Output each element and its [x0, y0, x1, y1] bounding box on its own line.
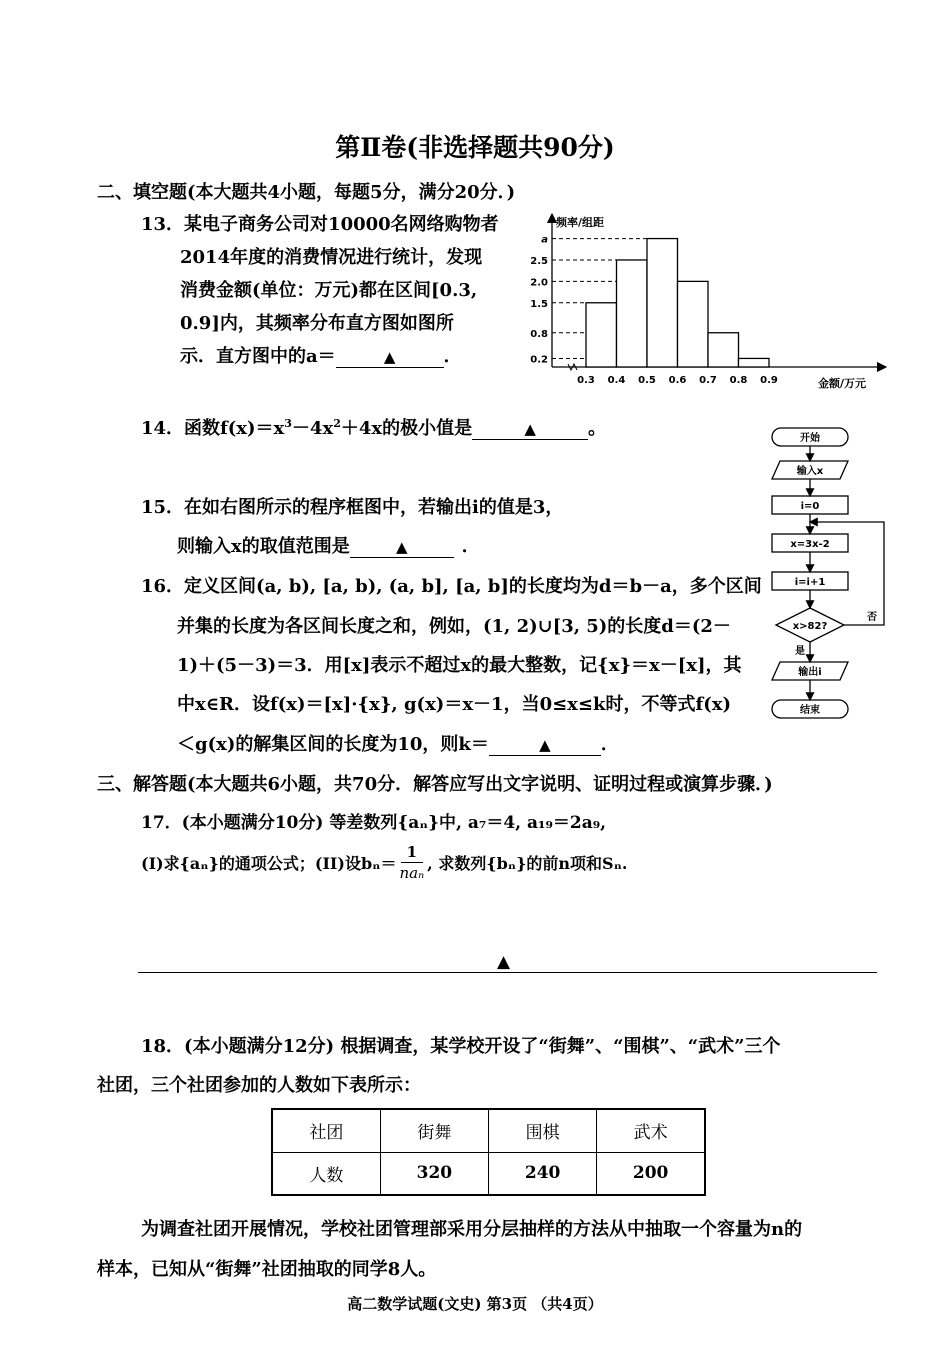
y-tick-label: 0.8 [530, 328, 548, 340]
q18-line-3: 为调查社团开展情况，学校社团管理部采用分层抽样的方法从中抽取一个容量为n的 [141, 1219, 803, 1240]
q16-line-1: 16．定义区间(a, b), [a, b), (a, b], [a, b]的长度均为d＝b－a，多个区间 [141, 576, 762, 597]
flow-incr-label: i=i+1 [794, 577, 826, 588]
x-tick-label: 0.8 [729, 375, 748, 386]
q13-line-3: 消费金额(单位：万元)都在区间[0.3, [180, 280, 478, 301]
q16-text: ＜g(x)的解集区间的长度为10，则k＝ [177, 734, 489, 755]
y-tick-label: a [541, 234, 548, 246]
q15-text: 则输入x的取值范围是 [177, 536, 350, 557]
flow-assign-label: x=3x-2 [790, 539, 830, 550]
y-tick-label: 0.2 [530, 354, 548, 366]
histogram-bar [739, 358, 770, 367]
y-tick-label: 2.5 [530, 255, 548, 267]
q14-end: 。 [588, 418, 607, 439]
histogram-bar [647, 239, 678, 367]
flow-output-label: 输出i [798, 667, 822, 678]
histogram-bar [586, 303, 617, 367]
q13-text: 示．直方图中的a＝ [180, 346, 336, 367]
x-tick-label: 0.3 [577, 375, 595, 386]
answer-mark-icon: ▲ [524, 420, 536, 438]
table-header-cell: 围棋 [489, 1109, 597, 1152]
table-cell: 人数 [272, 1152, 380, 1195]
histogram-bar [617, 260, 648, 367]
q17-frac-num: 1 [401, 842, 423, 863]
histogram-chart [522, 210, 890, 390]
q15-answer-blank[interactable] [350, 536, 454, 558]
flow-end-label: 结束 [800, 705, 820, 716]
question-14 [141, 414, 606, 440]
x-tick-label: 0.6 [668, 375, 687, 386]
axis-break-icon [568, 364, 577, 370]
q17-part-b: , 求数列{bₙ}的前n项和Sₙ. [427, 854, 628, 873]
table-cell: 320 [380, 1152, 488, 1195]
answer-mark-icon: ▲ [497, 952, 511, 972]
q13-line-1: 13．某电子商务公司对10000名网络购物者 [141, 214, 499, 235]
flowchart [760, 422, 890, 722]
q13-end: ． [443, 346, 462, 367]
q14-prefix: 14．函数f(x)＝x [141, 418, 285, 439]
section-title: 第Ⅱ卷(非选择题共90分) [335, 133, 615, 162]
q15-line-1: 15．在如右图所示的程序框图中，若输出i的值是3， [141, 497, 564, 518]
histogram-bar [678, 281, 709, 367]
q15-line-2 [177, 532, 480, 558]
answer-mark-icon: ▲ [539, 736, 551, 754]
q13-line-2: 2014年度的消费情况进行统计，发现 [180, 247, 483, 268]
flow-yes-label: 是 [795, 646, 805, 657]
q14-exp1: 3 [284, 417, 292, 430]
part3-heading: 三、解答题(本大题共6小题，共70分．解答应写出文字说明、证明过程或演算步骤．) [97, 774, 773, 795]
q16-line-4: 中x∈R．设f(x)＝[x]·{x}, g(x)＝x－1，当0≤x≤k时，不等式f(x) [177, 694, 731, 715]
q16-answer-blank[interactable] [489, 734, 601, 756]
table-header-cell: 武术 [597, 1109, 705, 1152]
q17-fraction [399, 842, 424, 883]
q17-frac-den: naₙ [399, 864, 425, 882]
flow-cond-label: x>82? [792, 621, 828, 632]
y-tick-label: 2.0 [530, 277, 548, 289]
answer-mark-icon: ▲ [395, 538, 408, 556]
table-row [272, 1152, 705, 1195]
table-cell: 240 [489, 1152, 597, 1195]
q14-mid: －4x [291, 418, 334, 439]
q15-end: ． [461, 536, 480, 557]
q14-exp2: 2 [333, 417, 341, 430]
x-tick-label: 0.9 [760, 375, 778, 386]
q14-suffix: ＋4x的极小值是 [340, 418, 473, 439]
table-header-cell: 社团 [272, 1109, 380, 1152]
clubs-table [271, 1108, 706, 1196]
histogram-ylabel: 频率/组距 [556, 216, 605, 229]
q17-line-2 [141, 842, 627, 883]
table-cell: 200 [597, 1152, 705, 1195]
q17-line-1: 17．(本小题满分10分) 等差数列{aₙ}中, a₇＝4, a₁₉＝2a₉, [141, 813, 607, 833]
q16-line-5 [177, 730, 619, 756]
q17-part-a: (I)求{aₙ}的通项公式；(II)设bₙ＝ [141, 854, 397, 873]
q18-line-1: 18．(本小题满分12分) 根据调查，某学校开设了“街舞”、“围棋”、“武术”三个 [141, 1036, 781, 1057]
q13-line-5 [180, 342, 462, 368]
q18-line-4: 样本，已知从“街舞”社团抽取的同学8人。 [97, 1259, 437, 1280]
x-tick-label: 0.4 [607, 375, 626, 386]
q13-line-4: 0.9]内，其频率分布直方图如图所 [180, 313, 454, 334]
flow-no-label: 否 [867, 612, 877, 623]
q13-answer-blank[interactable] [336, 346, 444, 368]
x-tick-label: 0.7 [699, 375, 717, 386]
q16-line-2: 并集的长度为各区间长度之和，例如，(1, 2)∪[3, 5)的长度d＝(2－ [177, 616, 731, 637]
histogram-bar [708, 333, 739, 367]
page-footer: 高二数学试题(文史) 第3页 （共4页） [347, 1295, 603, 1313]
q16-line-3: 1)＋(5－3)＝3．用[x]表示不超过x的最大整数，记{x}＝x－[x]，其 [177, 655, 742, 676]
part2-heading: 二、填空题(本大题共4小题，每题5分，满分20分．) [97, 182, 516, 203]
table-header-row [272, 1109, 705, 1152]
q14-answer-blank[interactable] [472, 418, 588, 440]
histogram-xlabel: 金额/万元 [818, 377, 867, 390]
flow-init-label: i=0 [800, 501, 820, 512]
q17-answer-line[interactable] [138, 972, 877, 973]
table-header-cell: 街舞 [380, 1109, 488, 1152]
flow-input-label: 输入x [796, 466, 824, 477]
x-tick-label: 0.5 [638, 375, 656, 386]
y-tick-label: 1.5 [530, 298, 548, 310]
q16-end: ． [600, 734, 619, 755]
histogram-bars [586, 239, 769, 367]
q18-line-2: 社团，三个社团参加的人数如下表所示： [97, 1075, 421, 1096]
flow-start-label: 开始 [800, 433, 820, 444]
answer-mark-icon: ▲ [383, 348, 396, 366]
